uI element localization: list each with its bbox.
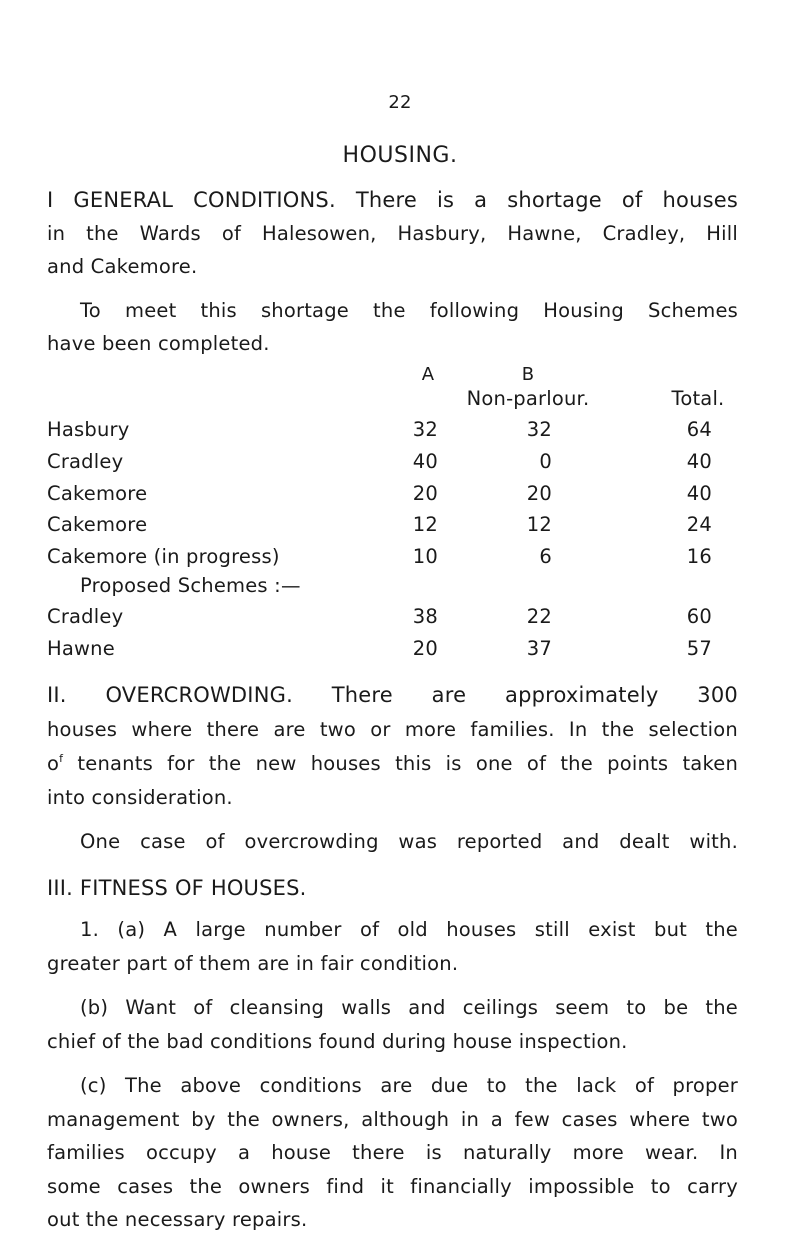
row-name: Cradley	[47, 605, 124, 628]
section1-line1-text: There is a shortage of houses	[355, 188, 738, 212]
proposed-schemes-label: Proposed Schemes :—	[80, 574, 301, 597]
row-a: 10	[412, 545, 438, 568]
row-a: 20	[412, 482, 438, 505]
row-a: 32	[412, 418, 438, 441]
section3-c-line3: families occupy a house there is naturally more wear. In	[47, 1141, 738, 1164]
row-total: 64	[686, 418, 712, 441]
page-title: HOUSING.	[342, 143, 458, 168]
section3-c-line1: (c) The above conditions are due to the lack of proper	[80, 1074, 738, 1097]
col-header-b: B	[521, 364, 535, 385]
row-name: Hawne	[47, 637, 115, 660]
row-name: Hasbury	[47, 418, 130, 441]
row-name: Cradley	[47, 450, 124, 473]
section3-c-line4: some cases the owners find it financially impossible to carry	[47, 1175, 738, 1198]
section1-line3: and Cakemore.	[47, 255, 198, 278]
page-number: 22	[388, 92, 412, 113]
section3-c-line5: out the necessary repairs.	[47, 1208, 308, 1231]
section2-line3-o: o	[47, 752, 60, 775]
section3-c-line2: management by the owners, although in a few cases where two	[47, 1108, 738, 1131]
section3-heading: III. FITNESS OF HOUSES.	[47, 876, 307, 900]
row-b: 0	[539, 450, 552, 473]
row-b: 32	[526, 418, 552, 441]
section1-line1	[47, 188, 738, 212]
row-a: 40	[412, 450, 438, 473]
section3-b-line1: (b) Want of cleansing walls and ceilings seem to be the	[80, 996, 738, 1019]
row-total: 40	[686, 482, 712, 505]
row-total: 57	[686, 637, 712, 660]
row-name: Cakemore	[47, 513, 148, 536]
col-header-b-sub: Non-parlour.	[466, 387, 590, 410]
row-a: 20	[412, 637, 438, 660]
section2-line3-text: tenants for the new houses this is one of the points taken	[63, 752, 738, 775]
section2-line1: II. OVERCROWDING. There are approximately 300	[47, 683, 738, 707]
section3-b-line2: chief of the bad conditions found during house inspection.	[47, 1030, 628, 1053]
section2-line3	[47, 752, 738, 775]
row-name: Cakemore (in progress)	[47, 545, 280, 568]
section1-para2-line2: have been completed.	[47, 332, 270, 355]
section1-para2-line1: To meet this shortage the following Housing Schemes	[80, 299, 738, 322]
section2-line4: into consideration.	[47, 786, 233, 809]
section2-line3-sup: f	[59, 752, 64, 765]
section1-heading: I GENERAL CONDITIONS.	[47, 188, 336, 212]
row-total: 16	[686, 545, 712, 568]
row-a: 12	[412, 513, 438, 536]
row-b: 20	[526, 482, 552, 505]
row-b: 6	[539, 545, 552, 568]
section1-line2: in the Wards of Halesowen, Hasbury, Hawne, Cradley, Hill	[47, 222, 738, 245]
row-a: 38	[412, 605, 438, 628]
section3-a-line1: 1. (a) A large number of old houses still exist but the	[80, 918, 738, 941]
section2-line2: houses where there are two or more families. In the selection	[47, 718, 738, 741]
section2-para2: One case of overcrowding was reported and dealt with.	[80, 830, 738, 853]
col-header-total: Total.	[671, 387, 725, 410]
section3-a-line2: greater part of them are in fair condition.	[47, 952, 459, 975]
row-total: 60	[686, 605, 712, 628]
row-total: 40	[686, 450, 712, 473]
col-header-a: A	[421, 364, 435, 385]
row-b: 12	[526, 513, 552, 536]
row-b: 37	[526, 637, 552, 660]
row-total: 24	[686, 513, 712, 536]
row-name: Cakemore	[47, 482, 148, 505]
row-b: 22	[526, 605, 552, 628]
